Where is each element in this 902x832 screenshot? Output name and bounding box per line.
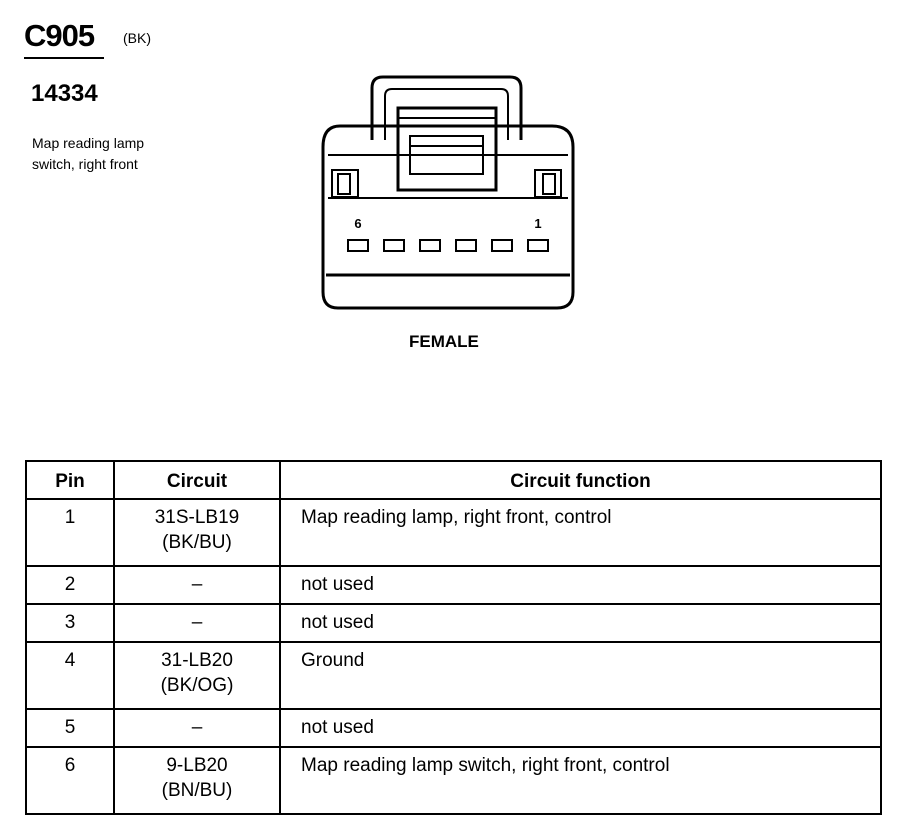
pin-cavity-5 [384,240,404,251]
description-line-1: Map reading lamp [32,135,145,151]
header-pin: Pin [26,461,114,499]
table-row [26,642,881,709]
pin-cavity-1 [528,240,548,251]
circuit-function: Map reading lamp switch, right front, control [280,747,881,814]
circuit-wire-color: (BN/BU) [161,780,233,801]
latch-body [398,108,496,190]
pin-number: 1 [26,499,114,566]
pinout-table [25,460,882,815]
circuit-wire-color: (BK/BU) [162,532,232,553]
circuit-function: not used [280,709,881,747]
pin-number: 3 [26,604,114,642]
table-row [26,747,881,814]
circuit-cell [114,499,280,566]
connector-id: C905 [24,18,95,53]
circuit-cell [114,604,280,642]
circuit-cell [114,709,280,747]
table-row [26,566,881,604]
pin-label-1: 1 [534,216,542,231]
circuit-function: Map reading lamp, right front, control [280,499,881,566]
circuit-code: – [191,717,203,738]
latch-arch-inner [385,89,508,140]
circuit-function: not used [280,604,881,642]
circuit-cell [114,566,280,604]
pin-number: 5 [26,709,114,747]
circuit-cell [114,642,280,709]
pin-cavity-3 [456,240,476,251]
circuit-function: not used [280,566,881,604]
pin-number: 6 [26,747,114,814]
circuit-wire-color: (BK/OG) [160,675,234,696]
circuit-code: 31-LB20 [161,650,233,671]
table-header-row [26,461,881,499]
circuit-code: 9-LB20 [166,755,228,776]
table-row [26,499,881,566]
connector-id-underline [24,57,104,59]
right-lock-slot [543,174,555,194]
circuit-cell [114,747,280,814]
connector-color-code: (BK) [123,30,151,46]
connector-gender: FEMALE [409,332,479,351]
circuit-function: Ground [280,642,881,709]
table-row [26,709,881,747]
header-circuit-function: Circuit function [280,461,881,499]
connector-face-diagram [320,70,580,315]
pin-number: 2 [26,566,114,604]
connector-description [32,133,202,175]
pin-cavity-4 [420,240,440,251]
table-row [26,604,881,642]
circuit-code: 31S-LB19 [154,507,240,528]
pin-cavity-6 [348,240,368,251]
description-line-2: switch, right front [32,156,138,172]
circuit-code: – [191,574,203,595]
part-number: 14334 [31,80,98,107]
header-circuit: Circuit [114,461,280,499]
pin-cavity-2 [492,240,512,251]
pin-number: 4 [26,642,114,709]
left-lock-slot [338,174,350,194]
pin-label-6: 6 [354,216,362,231]
circuit-code: – [191,612,203,633]
